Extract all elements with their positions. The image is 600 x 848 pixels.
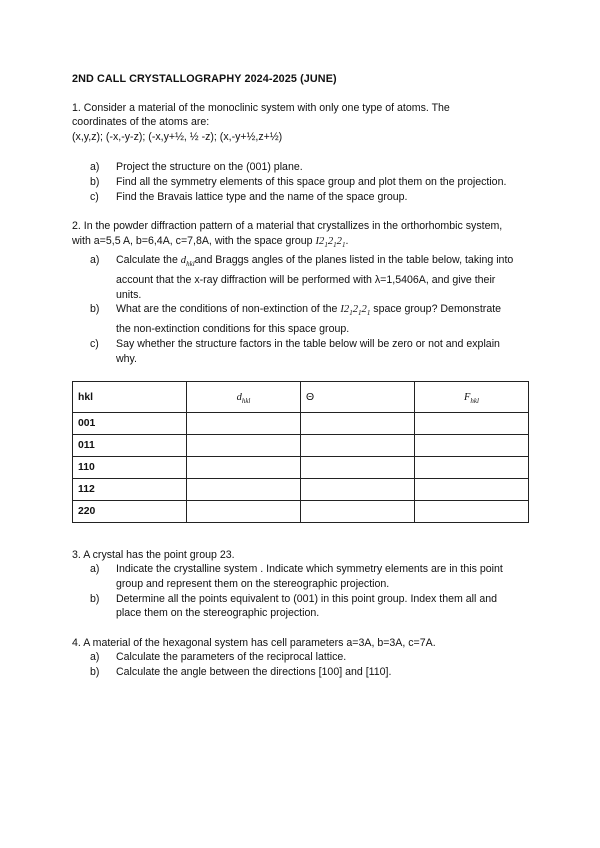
q2-item-b-line2: the non-extinction conditions for this space group. (116, 323, 350, 335)
item-text: Find the Bravais lattice type and the name of the space group. (116, 191, 408, 203)
item-label: a) (90, 563, 100, 575)
table-header-row (73, 382, 529, 413)
header-d-hkl (187, 382, 301, 413)
item-label: b) (90, 176, 100, 188)
q2-line2-text: with a=5,5 A, b=6,4A, c=7,8A, with the space group (72, 235, 313, 247)
cell-theta[interactable] (301, 501, 415, 523)
table-row (73, 413, 529, 435)
row-hkl: 011 (73, 435, 187, 457)
q2-item-a-line2: account that the x-ray diffraction will be performed with λ=1,5406A, and give their (116, 274, 496, 286)
row-hkl: 112 (73, 479, 187, 501)
cell-f[interactable] (415, 413, 529, 435)
cell-f[interactable] (415, 479, 529, 501)
q4-line1: 4. A material of the hexagonal system has cell parameters a=3A, b=3A, c=7A. (72, 637, 436, 649)
item-label: b) (90, 593, 100, 605)
q3-item-b (90, 593, 497, 605)
item-label: a) (90, 254, 100, 266)
sg-main: I2 (340, 304, 350, 315)
q2-item-a-line3: units. (116, 289, 142, 301)
cell-f[interactable] (415, 457, 529, 479)
row-hkl: 220 (73, 501, 187, 523)
item-label: c) (90, 191, 99, 203)
sg-sub: 1 (366, 309, 371, 317)
sg-sub: 1 (358, 309, 362, 317)
f-symbol: F (464, 391, 471, 403)
item-label: c) (90, 338, 99, 350)
q1-item-b (90, 176, 506, 188)
cell-d[interactable] (187, 457, 301, 479)
sg-mid: 2 (327, 236, 334, 247)
table-row (73, 501, 529, 523)
q3-item-a-line2: group and represent them on the stereographic projection. (116, 578, 390, 590)
item-text: What are the conditions of non-extinction of the (116, 303, 338, 315)
item-text: Determine all the points equivalent to (001) in this point group. Index them all and (116, 593, 498, 605)
sg-sub: 1 (349, 309, 353, 317)
item-text: space group? Demonstrate (373, 303, 502, 315)
cell-theta[interactable] (301, 413, 415, 435)
sg-sub: 1 (324, 241, 328, 249)
item-text: and Braggs angles of the planes listed in the table below, taking into (194, 254, 514, 266)
cell-d[interactable] (187, 413, 301, 435)
q4-item-a (90, 651, 346, 663)
header-theta: Θ (301, 382, 415, 413)
q4-item-b (90, 666, 391, 678)
q2-line1: 2. In the powder diffraction pattern of a material that crystallizes in the orthorhombic system, (72, 220, 503, 232)
sg-mid: 2 (352, 304, 359, 315)
q3-line1: 3. A crystal has the point group 23. (72, 549, 235, 561)
hkl-table (72, 381, 529, 523)
d-hkl-symbol (181, 255, 195, 266)
hkl-sub: hkl (241, 396, 251, 405)
hkl-sub: hkl (186, 260, 195, 268)
space-group-symbol (315, 235, 349, 249)
q2-item-a (90, 254, 513, 266)
item-label: b) (90, 303, 100, 315)
sg-mid: 2 (336, 236, 342, 247)
q3-item-a (90, 563, 503, 575)
item-text: Project the structure on the (001) plane. (116, 161, 303, 173)
item-text: Indicate the crystalline system . Indicate which symmetry elements are in this point (116, 563, 503, 575)
cell-theta[interactable] (301, 457, 415, 479)
cell-theta[interactable] (301, 479, 415, 501)
space-group-symbol (340, 304, 370, 315)
sg-sub: 1 (333, 241, 337, 249)
sg-sub: 1 (341, 241, 346, 249)
sg-mid: 2 (361, 304, 367, 315)
item-label: b) (90, 666, 100, 678)
header-f-hkl (415, 382, 529, 413)
row-hkl: 110 (73, 457, 187, 479)
d-symbol: d (236, 391, 242, 403)
cell-d[interactable] (187, 479, 301, 501)
q1-line2: coordinates of the atoms are: (72, 116, 210, 128)
cell-f[interactable] (415, 435, 529, 457)
q2-item-c (90, 338, 500, 350)
item-text: Find all the symmetry elements of this space group and plot them on the projection. (116, 176, 507, 188)
header-hkl: hkl (73, 382, 187, 413)
table-row (73, 479, 529, 501)
cell-f[interactable] (415, 501, 529, 523)
q2-line2 (72, 235, 348, 247)
cell-d[interactable] (187, 501, 301, 523)
q1-item-a (90, 161, 303, 173)
q1-coords: (x,y,z); (-x,-y-z); (-x,y+½, ½ -z); (x,-y+½,z+½) (72, 131, 283, 143)
table-row (73, 457, 529, 479)
item-text: Say whether the structure factors in the table below will be zero or not and explain (116, 338, 500, 350)
table-row (73, 435, 529, 457)
page-title: 2ND CALL CRYSTALLOGRAPHY 2024-2025 (JUNE) (72, 73, 337, 85)
item-label: a) (90, 651, 100, 663)
q3-item-b-line2: place them on the stereographic projection. (116, 607, 320, 619)
cell-theta[interactable] (301, 435, 415, 457)
q2-item-c-line2: why. (116, 353, 137, 365)
sg-end: . (345, 235, 349, 247)
q2-item-b (90, 303, 501, 315)
q1-line1: 1. Consider a material of the monoclinic system with only one type of atoms. The (72, 102, 450, 114)
sg-main: I2 (315, 236, 325, 247)
hkl-sub: hkl (470, 396, 479, 405)
item-text: Calculate the (116, 254, 178, 266)
cell-d[interactable] (187, 435, 301, 457)
item-label: a) (90, 161, 100, 173)
row-hkl: 001 (73, 413, 187, 435)
item-text: Calculate the angle between the directions [100] and [110]. (116, 666, 392, 678)
d-symbol: d (180, 255, 187, 266)
item-text: Calculate the parameters of the reciprocal lattice. (116, 651, 347, 663)
q1-item-c (90, 191, 408, 203)
